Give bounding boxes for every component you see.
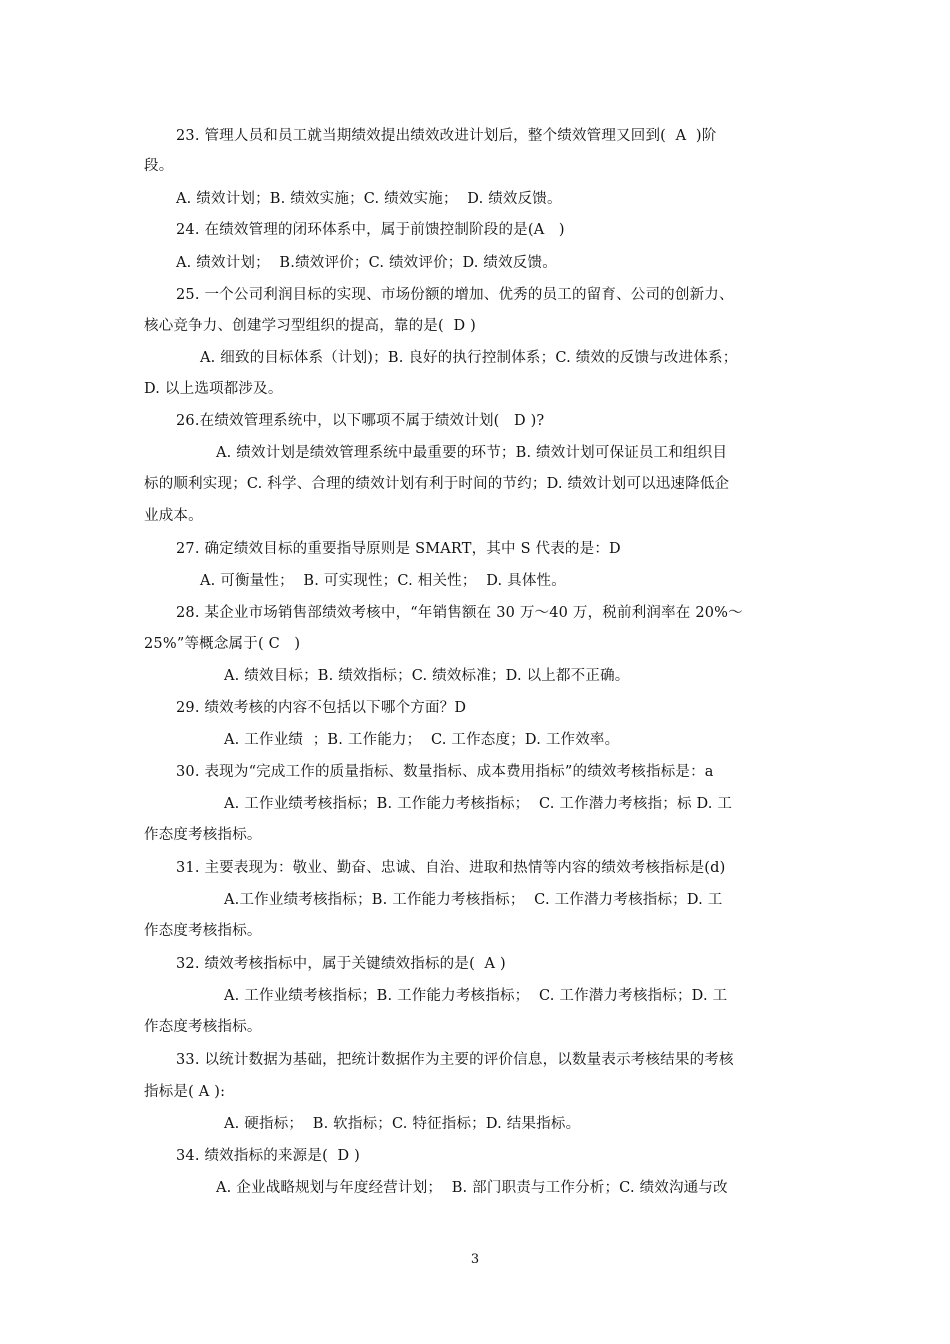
text-line: 33. 以统计数据为基础，把统计数据作为主要的评价信息，以数量表示考核结果的考核 <box>176 1052 734 1068</box>
text-line: 24. 在绩效管理的闭环体系中，属于前馈控制阶段的是(A ) <box>176 222 565 238</box>
text-line: 作态度考核指标。 <box>144 923 262 939</box>
text-line: 段。 <box>144 158 174 174</box>
text-line: A. 企业战略规划与年度经营计划； B. 部门职责与工作分析；C. 绩效沟通与改 <box>216 1180 728 1196</box>
text-line: A. 绩效目标；B. 绩效指标；C. 绩效标准；D. 以上都不正确。 <box>224 668 630 684</box>
text-line: A.工作业绩考核指标；B. 工作能力考核指标； C. 工作潜力考核指标；D. 工 <box>224 892 723 908</box>
text-line: A. 硬指标； B. 软指标；C. 特征指标；D. 结果指标。 <box>224 1116 581 1132</box>
text-line: A. 绩效计划是绩效管理系统中最重要的环节；B. 绩效计划可保证员工和组织目 <box>216 445 728 461</box>
text-line: A. 工作业绩考核指标；B. 工作能力考核指标； C. 工作潜力考核指标；D. 工 <box>224 988 728 1004</box>
text-line: 29. 绩效考核的内容不包括以下哪个方面？D <box>176 700 467 716</box>
text-line: A. 工作业绩考核指标；B. 工作能力考核指标； C. 工作潜力考核指；标 D. 工 <box>224 796 733 812</box>
text-line: 作态度考核指标。 <box>144 827 262 843</box>
text-line: A. 可衡量性； B. 可实现性；C. 相关性； D. 具体性。 <box>200 573 566 589</box>
text-line: 31. 主要表现为：敬业、勤奋、忠诚、自治、进取和热情等内容的绩效考核指标是(d) <box>176 860 726 876</box>
text-line: A. 细致的目标体系（计划)；B. 良好的执行控制体系；C. 绩效的反馈与改进体系； <box>200 350 738 366</box>
text-line: 核心竞争力、创建学习型组织的提高，靠的是( D ) <box>144 318 476 334</box>
text-line: 25%”等概念属于( C ) <box>144 636 301 652</box>
text-line: 27. 确定绩效目标的重要指导原则是 SMART，其中 S 代表的是：D <box>176 541 621 557</box>
text-line: A. 绩效计划；B. 绩效实施；C. 绩效实施； D. 绩效反馈。 <box>176 191 562 207</box>
text-line: 28. 某企业市场销售部绩效考核中，“年销售额在 30 万～40 万，税前利润率在 20%～ <box>176 605 743 621</box>
text-line: 25. 一个公司利润目标的实现、市场份额的增加、优秀的员工的留育、公司的创新力、 <box>176 287 734 303</box>
text-line: 26.在绩效管理系统中，以下哪项不属于绩效计划( D )? <box>176 413 545 429</box>
text-line: 业成本。 <box>144 508 203 524</box>
text-line: 30. 表现为“完成工作的质量指标、数量指标、成本费用指标”的绩效考核指标是：a <box>176 764 714 780</box>
text-line: 标的顺利实现；C. 科学、合理的绩效计划有利于时间的节约；D. 绩效计划可以迅速降低企 <box>144 476 730 492</box>
text-line: 作态度考核指标。 <box>144 1019 262 1035</box>
text-line: 34. 绩效指标的来源是( D ) <box>176 1148 361 1164</box>
text-line: A. 工作业绩 ；B. 工作能力； C. 工作态度；D. 工作效率。 <box>224 732 620 748</box>
text-line: 23. 管理人员和员工就当期绩效提出绩效改进计划后，整个绩效管理又回到( A )阶 <box>176 128 717 144</box>
text-line: D. 以上选项都涉及。 <box>144 381 283 397</box>
text-line: 指标是( A ): <box>144 1084 226 1100</box>
text-line: A. 绩效计划； B.绩效评价；C. 绩效评价；D. 绩效反馈。 <box>176 255 557 271</box>
text-line: 32. 绩效考核指标中，属于关键绩效指标的是( A ) <box>176 956 506 972</box>
page-number: 3 <box>470 1252 480 1267</box>
